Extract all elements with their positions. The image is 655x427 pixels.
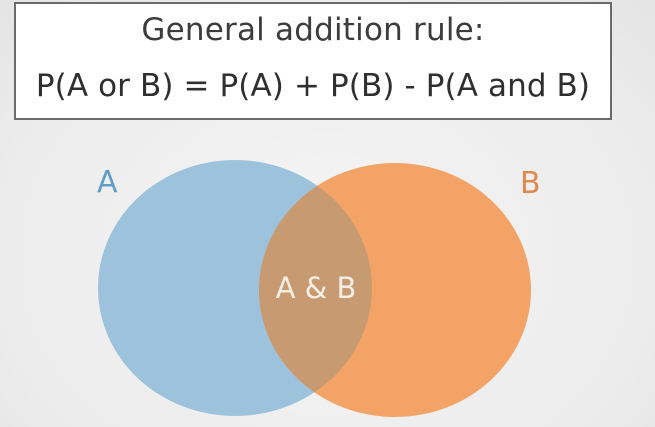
set-a-label: A [97,165,118,200]
rule-formula: P(A or B) = P(A) + P(B) - P(A and B) [35,68,591,104]
overlap-label: A & B [275,271,357,305]
set-b-label: B [520,166,541,201]
rule-title: General addition rule: [141,12,485,48]
